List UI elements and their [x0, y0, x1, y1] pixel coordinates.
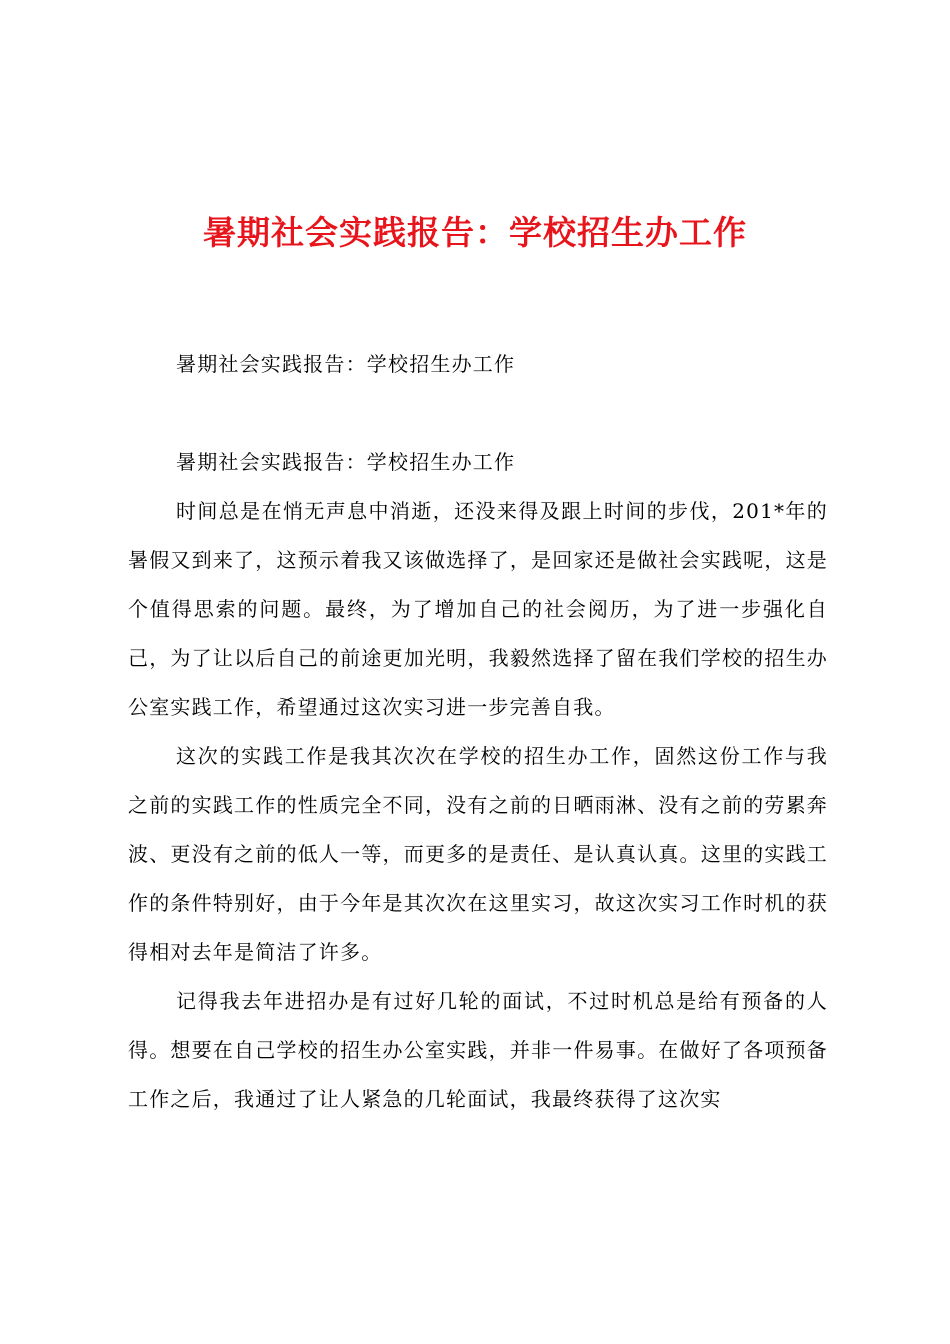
paragraph-2: 这次的实践工作是我其次次在学校的招生办工作，固然这份工作与我之前的实践工作的性质完全不同，没有之前的日晒雨淋、没有之前的劳累奔波、更没有之前的低人一等，而更多的是责任、是认真认真。这里的实践工作的条件特别好，由于今年是其次次在这里实习，故这次实习工作时机的获得相对去年是简洁了许多。: [128, 744, 828, 964]
paragraph-3: 记得我去年进招办是有过好几轮的面试，不过时机总是给有预备的人得。想要在自己学校的招生办公室实践，并非一件易事。在做好了各项预备工作之后，我通过了让人紧急的几轮面试，我最终获得了这次实: [128, 989, 828, 1111]
paragraph-1: 时间总是在悄无声息中消逝，还没来得及跟上时间的步伐，201*年的暑假又到来了，这预示着我又该做选择了，是回家还是做社会实践呢，这是个值得思索的问题。最终，为了增加自己的社会阅历，为了进一步强化自己，为了让以后自己的前途更加光明，我毅然选择了留在我们学校的招生办公室实践工作，希望通过这次实习进一步完善自我。: [128, 499, 828, 719]
paragraph-gap: [128, 389, 828, 438]
paragraph-subtitle-2: 暑期社会实践报告：学校招生办工作: [176, 450, 516, 474]
document-title: 暑期社会实践报告：学校招生办工作: [203, 213, 747, 252]
paragraph-subtitle-1: 暑期社会实践报告：学校招生办工作: [176, 352, 516, 376]
document-body: [128, 340, 828, 1124]
